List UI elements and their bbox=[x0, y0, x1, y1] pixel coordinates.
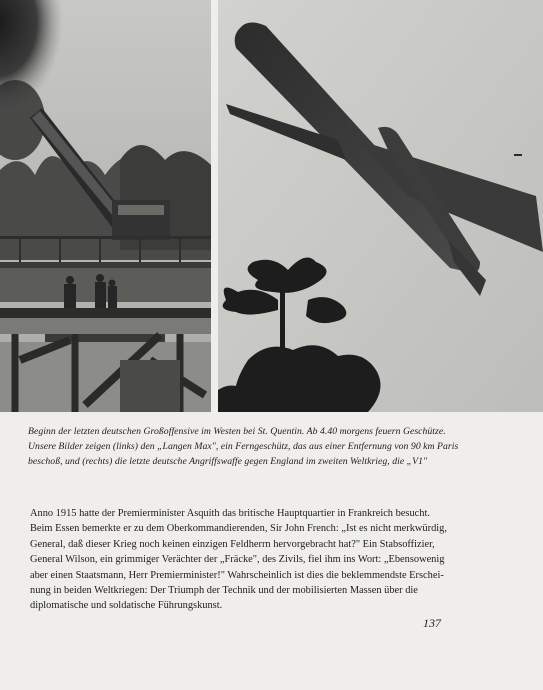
body-line: General Wilson, ein grimmiger Verächter der „Fräcke", des Zivils, fiel ihm ins Wort: „Ebensowenig bbox=[30, 554, 445, 566]
photo-v1-flying-bomb bbox=[218, 0, 543, 412]
body-line: aber einen Staatsmann, Herr Premierminister!" Wahrscheinlich ist dies die beklemmendste Erschei- bbox=[30, 569, 444, 581]
body-line: Beim Essen bemerkte er zu dem Oberkommandierenden, Sir John French: „Ist es nicht merkwürdig, bbox=[30, 523, 447, 535]
photo-caption bbox=[28, 424, 520, 469]
caption-line: Beginn der letzten deutschen Großoffensive im Westen bei St. Quentin. Ab 4.40 morgens feuern Geschütze. bbox=[28, 426, 446, 437]
caption-line: Unsere Bilder zeigen (links) den „Langen Max", ein Ferngeschütz, das aus einer Entfernung von 90 km Paris bbox=[28, 441, 459, 452]
v1-flying-bomb-illustration bbox=[218, 0, 543, 412]
body-paragraph bbox=[30, 506, 520, 614]
caption-line: beschoß, und (rechts) die letzte deutsche Angriffswaffe gegen England im zweiten Weltkrieg, die „V1" bbox=[28, 456, 428, 467]
body-line: General, daß dieser Krieg noch keinen einzigen Feldherrn hervorgebracht hat?" Ein Stabsoffizier, bbox=[30, 538, 435, 550]
page-number: 137 bbox=[423, 616, 441, 630]
long-range-gun-illustration bbox=[0, 0, 211, 412]
body-line: nung in beiden Weltkriegen: Der Triumph der Technik und der mobilisierten Massen über die bbox=[30, 585, 418, 597]
body-line: diplomatische und soldatische Führungskunst. bbox=[30, 600, 223, 612]
body-line: Anno 1915 hatte der Premierminister Asquith das britische Hauptquartier in Frankreich besucht. bbox=[30, 508, 430, 519]
photo-long-range-gun bbox=[0, 0, 211, 412]
